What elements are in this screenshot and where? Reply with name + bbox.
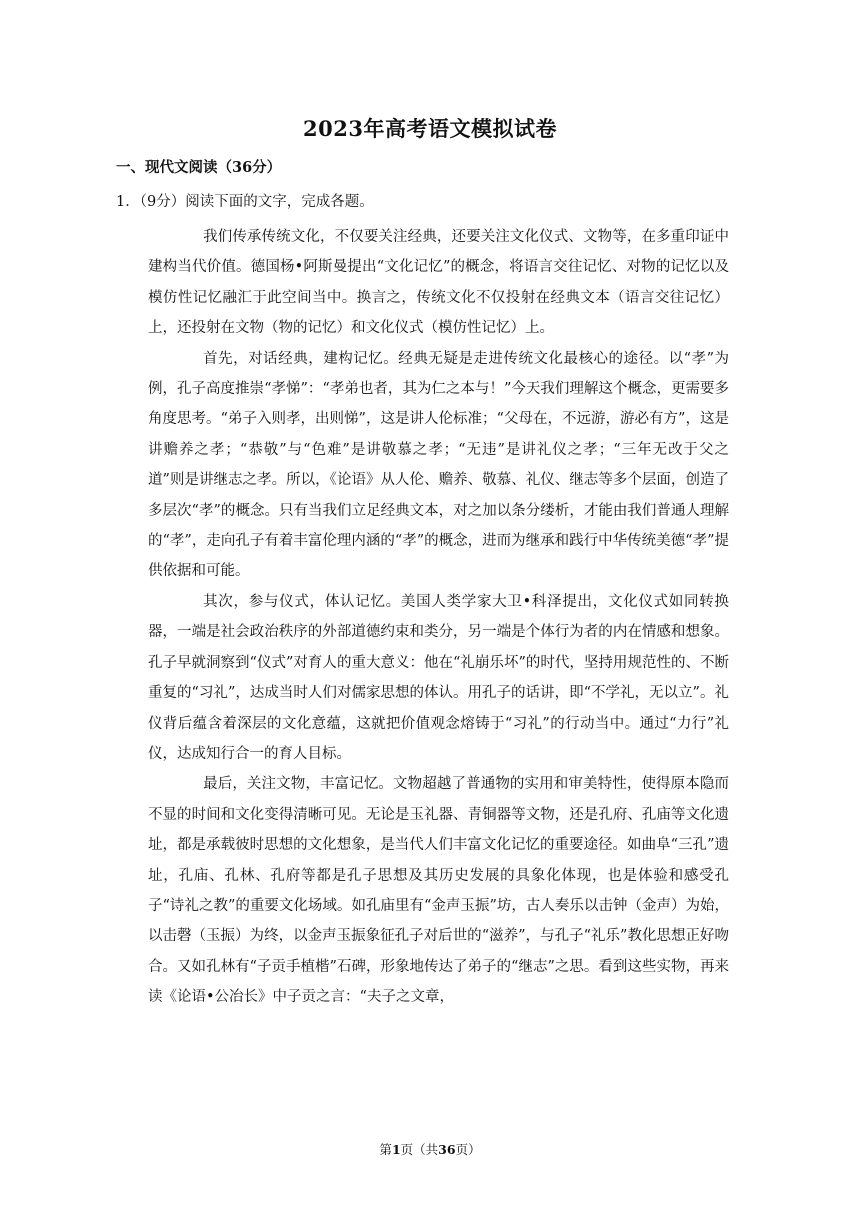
passage-paragraph-3: 其次，参与仪式，体认记忆。美国人类学家大卫•科泽提出，文化仪式如同转换器，一端是社会政治秩序的外部道德约束和类分，另一端是个体行为者的内在情感和想象。孔子早就洞察到“仪式”对育人的重大意义：他在“礼崩乐坏”的时代，坚持用规范性的、不断重复的“习礼”，达成当时人们对儒家思想的体认。用孔子的话讲，即“不学礼，无以立”。礼仪背后蕴含着深层的文化意蕴，这就把价值观念熔铸于“习礼”的行动当中。通过“力行”礼仪，达成知行合一的育人目标。	[148, 593, 729, 762]
passage-paragraph-4: 最后，关注文物，丰富记忆。文物超越了普通物的实用和审美特性，使得原本隐而不显的时间和文化变得清晰可见。无论是玉礼器、青铜器等文物，还是孔府、孔庙等文化遗址，都是承载彼时思想的文化想象，是当代人们丰富文化记忆的重要途径。如曲阜“三孔”遗址，孔庙、孔林、孔府等都是孔子思想及其历史发展的具象化体现，也是体验和感受孔子“诗礼之教”的重要文化场域。如孔庙里有“金声玉振”坊，古人奏乐以击钟（金声）为始，以击磬（玉振）为终，以金声玉振象征孔子对后世的“滋养”，与孔子“礼乐”教化思想正好吻合。又如孔林有“子贡手植楷”石碑，形象地传达了弟子的“继志”之思。看到这些实物，再来读《论语•公冶长》中子贡之言：“夫子之文章，	[148, 776, 729, 1006]
reading-passage	[148, 222, 729, 1013]
footer-page-number: 1	[391, 1142, 401, 1157]
footer-prefix: 第	[379, 1142, 392, 1157]
passage-paragraph-1: 我们传承传统文化，不仅要关注经典，还要关注文化仪式、文物等，在多重印证中建构当代价值。德国杨•阿斯曼提出“文化记忆”的概念，将语言交往记忆、对物的记忆以及模仿性记忆融汇于此空间当中。换言之，传统文化不仅投射在经典文本（语言交往记忆）上，还投射在文物（物的记忆）和文化仪式（模仿性记忆）上。	[148, 229, 729, 337]
page-footer	[0, 1140, 860, 1158]
passage-paragraph-2: 首先，对话经典，建构记忆。经典无疑是走进传统文化最核心的途径。以“孝”为例，孔子高度推崇“孝悌”：“孝弟也者，其为仁之本与！”今天我们理解这个概念，更需要多角度思考。“弟子入则孝，出则悌”，这是讲人伦标准；“父母在，不远游，游必有方”，这是讲赡养之孝；“恭敬”与“色难”是讲敬慕之孝；“无违”是讲礼仪之孝；“三年无改于父之道”则是讲继志之孝。所以，《论语》从人伦、赡养、敬慕、礼仪、继志等多个层面，创造了多层次“孝”的概念。只有当我们立足经典文本，对之加以条分缕析，才能由我们普通人理解的“孝”，走向孔子有着丰富伦理内涵的“孝”的概念，进而为继承和践行中华传统美德“孝”提供依据和可能。	[148, 350, 729, 580]
document-title: 2023年高考语文模拟试卷	[303, 116, 557, 141]
footer-total-pages: 36	[438, 1142, 456, 1157]
question-intro: 1．（9分）阅读下面的文字，完成各题。	[116, 194, 374, 210]
footer-suffix: 页）	[455, 1142, 481, 1157]
section-heading: 一、现代文阅读（36分）	[116, 159, 282, 176]
footer-middle: 页（共	[400, 1142, 439, 1157]
